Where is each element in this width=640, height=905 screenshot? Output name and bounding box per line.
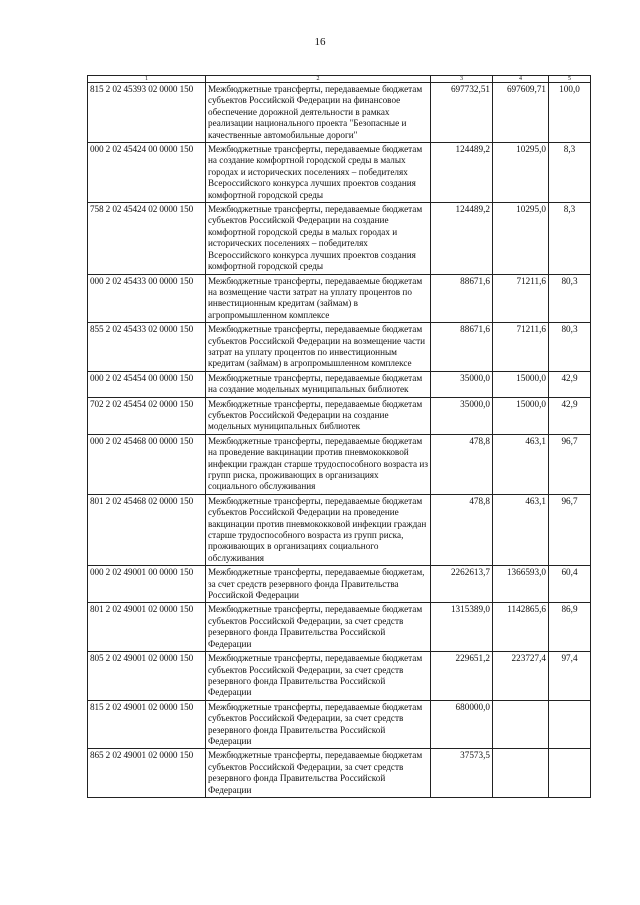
percent-value: 96,7 bbox=[549, 494, 591, 565]
table-row bbox=[88, 203, 591, 274]
table-row bbox=[88, 274, 591, 323]
budget-code: 000 2 02 45424 00 0000 150 bbox=[88, 143, 206, 203]
percent-value bbox=[549, 700, 591, 749]
budget-code: 000 2 02 45454 00 0000 150 bbox=[88, 371, 206, 397]
fact-value: 10295,0 bbox=[493, 143, 549, 203]
fact-value: 71211,6 bbox=[493, 323, 549, 372]
budget-code: 000 2 02 49001 00 0000 150 bbox=[88, 566, 206, 603]
budget-code: 815 2 02 49001 02 0000 150 bbox=[88, 700, 206, 749]
table-row bbox=[88, 434, 591, 494]
page-number: 16 bbox=[314, 36, 326, 48]
description: Межбюджетные трансферты, передаваемые бюджетам субъектов Российской Федерации, за счет средств резервного фонда Правительства Российской Федерации bbox=[206, 603, 431, 652]
budget-code: 801 2 02 49001 02 0000 150 bbox=[88, 603, 206, 652]
description: Межбюджетные трансферты, передаваемые бюджетам субъектов Российской Федерации, за счет средств резервного фонда Правительства Российской Федерации bbox=[206, 652, 431, 701]
fact-value: 1366593,0 bbox=[493, 566, 549, 603]
fact-value: 15000,0 bbox=[493, 397, 549, 434]
percent-value: 97,4 bbox=[549, 652, 591, 701]
budget-code: 801 2 02 45468 02 0000 150 bbox=[88, 494, 206, 565]
description: Межбюджетные трансферты, передаваемые бюджетам субъектов Российской Федерации на создание комфортной городской среды в малых городах и исторических поселениях – победителях Всероссийского конкурса лучших проектов создания комфортной городской среды bbox=[206, 203, 431, 274]
plan-value: 478,8 bbox=[431, 494, 493, 565]
percent-value: 86,9 bbox=[549, 603, 591, 652]
plan-value: 697732,51 bbox=[431, 83, 493, 143]
plan-value: 680000,0 bbox=[431, 700, 493, 749]
plan-value: 88671,6 bbox=[431, 274, 493, 323]
table-row bbox=[88, 652, 591, 701]
percent-value: 8,3 bbox=[549, 143, 591, 203]
fact-value bbox=[493, 749, 549, 798]
fact-value: 463,1 bbox=[493, 494, 549, 565]
plan-value: 35000,0 bbox=[431, 371, 493, 397]
percent-value: 80,3 bbox=[549, 274, 591, 323]
col-header-percent: 5 bbox=[549, 76, 591, 83]
table-row bbox=[88, 143, 591, 203]
fact-value: 71211,6 bbox=[493, 274, 549, 323]
percent-value bbox=[549, 749, 591, 798]
table-row bbox=[88, 371, 591, 397]
col-header-description: 2 bbox=[206, 76, 431, 83]
header-row bbox=[88, 76, 591, 83]
budget-code: 000 2 02 45468 00 0000 150 bbox=[88, 434, 206, 494]
fact-value: 10295,0 bbox=[493, 203, 549, 274]
table-row bbox=[88, 83, 591, 143]
description: Межбюджетные трансферты, передаваемые бюджетам на возмещение части затрат на уплату процентов по инвестиционным кредитам (займам) в агропромышленном комплексе bbox=[206, 274, 431, 323]
plan-value: 478,8 bbox=[431, 434, 493, 494]
fact-value: 1142865,6 bbox=[493, 603, 549, 652]
fact-value: 223727,4 bbox=[493, 652, 549, 701]
budget-code: 855 2 02 45433 02 0000 150 bbox=[88, 323, 206, 372]
col-header-fact: 4 bbox=[493, 76, 549, 83]
table-row bbox=[88, 749, 591, 798]
description: Межбюджетные трансферты, передаваемые бюджетам субъектов Российской Федерации на проведение вакцинации против пневмококковой инфекции граждан старше трудоспособного возраста из групп риска, проживающих в организациях социального обслуживания bbox=[206, 494, 431, 565]
plan-value: 1315389,0 bbox=[431, 603, 493, 652]
description: Межбюджетные трансферты, передаваемые бюджетам субъектов Российской Федерации, за счет средств резервного фонда Правительства Российской Федерации bbox=[206, 700, 431, 749]
fact-value: 697609,71 bbox=[493, 83, 549, 143]
description: Межбюджетные трансферты, передаваемые бюджетам, за счет средств резервного фонда Правительства Российской Федерации bbox=[206, 566, 431, 603]
percent-value: 60,4 bbox=[549, 566, 591, 603]
description: Межбюджетные трансферты, передаваемые бюджетам субъектов Российской Федерации на финансовое обеспечение дорожной деятельности в рамках реализации национального проекта "Безопасные и качественные автомобильные дороги" bbox=[206, 83, 431, 143]
plan-value: 37573,5 bbox=[431, 749, 493, 798]
description: Межбюджетные трансферты, передаваемые бюджетам субъектов Российской Федерации, за счет средств резервного фонда Правительства Российской Федерации bbox=[206, 749, 431, 798]
table-row bbox=[88, 494, 591, 565]
percent-value: 42,9 bbox=[549, 371, 591, 397]
description: Межбюджетные трансферты, передаваемые бюджетам субъектов Российской Федерации на возмещение части затрат на уплату процентов по инвестиционным кредитам (займам) в агропромышленном комплексе bbox=[206, 323, 431, 372]
percent-value: 80,3 bbox=[549, 323, 591, 372]
budget-code: 865 2 02 49001 02 0000 150 bbox=[88, 749, 206, 798]
plan-value: 124489,2 bbox=[431, 203, 493, 274]
table-row bbox=[88, 700, 591, 749]
description: Межбюджетные трансферты, передаваемые бюджетам на создание комфортной городской среды в малых городах и исторических поселениях – победителях Всероссийского конкурса лучших проектов создания комфортной городской среды bbox=[206, 143, 431, 203]
table-row bbox=[88, 323, 591, 372]
description: Межбюджетные трансферты, передаваемые бюджетам на проведение вакцинации против пневмококковой инфекции граждан старше трудоспособного возраста из групп риска, проживающих в организациях социального обслуживания bbox=[206, 434, 431, 494]
budget-code: 815 2 02 45393 02 0000 150 bbox=[88, 83, 206, 143]
fact-value bbox=[493, 700, 549, 749]
budget-code: 758 2 02 45424 02 0000 150 bbox=[88, 203, 206, 274]
plan-value: 35000,0 bbox=[431, 397, 493, 434]
col-header-plan: 3 bbox=[431, 76, 493, 83]
percent-value: 96,7 bbox=[549, 434, 591, 494]
percent-value: 100,0 bbox=[549, 83, 591, 143]
table-row bbox=[88, 397, 591, 434]
budget-code: 702 2 02 45454 02 0000 150 bbox=[88, 397, 206, 434]
description: Межбюджетные трансферты, передаваемые бюджетам на создание модельных муниципальных библиотек bbox=[206, 371, 431, 397]
fact-value: 15000,0 bbox=[493, 371, 549, 397]
table-row bbox=[88, 566, 591, 603]
budget-code: 805 2 02 49001 02 0000 150 bbox=[88, 652, 206, 701]
budget-table bbox=[87, 75, 591, 798]
plan-value: 124489,2 bbox=[431, 143, 493, 203]
plan-value: 2262613,7 bbox=[431, 566, 493, 603]
col-header-code: 1 bbox=[88, 76, 206, 83]
fact-value: 463,1 bbox=[493, 434, 549, 494]
description: Межбюджетные трансферты, передаваемые бюджетам субъектов Российской Федерации на создание модельных муниципальных библиотек bbox=[206, 397, 431, 434]
budget-code: 000 2 02 45433 00 0000 150 bbox=[88, 274, 206, 323]
plan-value: 88671,6 bbox=[431, 323, 493, 372]
percent-value: 42,9 bbox=[549, 397, 591, 434]
percent-value: 8,3 bbox=[549, 203, 591, 274]
table-row bbox=[88, 603, 591, 652]
plan-value: 229651,2 bbox=[431, 652, 493, 701]
